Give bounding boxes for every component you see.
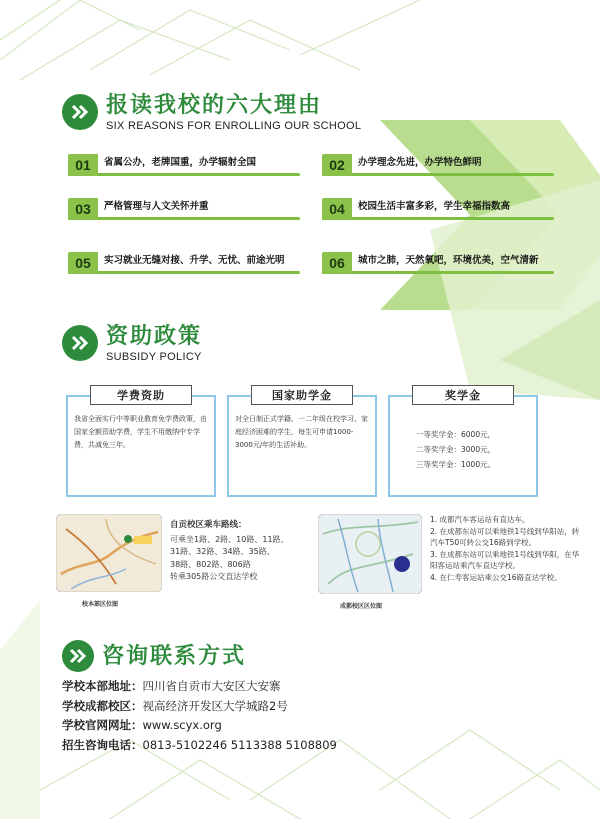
contact-phone: 0813-5102246 5113388 5108809 [142, 737, 337, 752]
double-chevron-icon [62, 94, 98, 130]
reason-bar [68, 173, 300, 176]
scholarship-first: 一等奖学金：6000元， [416, 430, 496, 439]
reason-number: 05 [68, 252, 98, 274]
reason-number: 03 [68, 198, 98, 220]
contact-row-address [62, 677, 337, 697]
reasons-title-cn: 报读我校的六大理由 [106, 92, 323, 118]
main-route-line: 31路、32路、34路、35路、 [170, 547, 275, 556]
contact-header [62, 640, 246, 672]
reason-item [322, 142, 554, 176]
reason-text: 校园生活丰富多彩，学生幸福指数高 [358, 201, 511, 212]
reason-number: 01 [68, 154, 98, 176]
chengdu-campus-routes [430, 514, 582, 583]
reason-item [68, 142, 300, 176]
national-grant-title: 国家助学金 [251, 385, 353, 405]
chengdu-route-line: 1. 成都汽车客运站有直达车。 [430, 515, 530, 524]
tuition-aid-title: 学费资助 [90, 385, 192, 405]
chengdu-route-line: 4. 在仁寿客运站乘公交16路直达学校。 [430, 572, 562, 582]
scholarship-box [388, 389, 538, 497]
scholarship-second: 二等奖学金：3000元， [416, 445, 496, 454]
reasons-header [62, 92, 361, 132]
tuition-aid-box [66, 389, 216, 497]
contact-row-chengdu [62, 697, 337, 717]
double-chevron-icon [62, 640, 94, 672]
main-campus-routes [170, 519, 289, 584]
main-campus-map-caption: 校本部区位图 [82, 601, 119, 608]
reason-bar [322, 271, 554, 274]
contact-row-website [62, 716, 337, 736]
subsidy-header [62, 323, 202, 363]
contact-label: 学校本部地址： [62, 679, 143, 693]
main-route-title: 自贡校区乘车路线： [170, 520, 247, 530]
reason-number: 02 [322, 154, 352, 176]
main-campus-map [56, 514, 162, 592]
contact-title-cn: 咨询联系方式 [102, 643, 247, 669]
website-link[interactable]: www.scyx.org [142, 718, 222, 732]
reason-text: 办学理念先进，办学特色鲜明 [358, 157, 482, 168]
reason-bar [68, 217, 300, 220]
chengdu-route-line: 2. 在成都东站可以乘地铁1号线到华阳站，转汽车T50可转公交16路到学校。 [430, 526, 580, 547]
reason-bar [322, 173, 554, 176]
reason-text: 城市之肺，天然氧吧，环境优美，空气清新 [358, 255, 539, 266]
chengdu-route-line: 3. 在成都东站可以乘地铁1号线到华阳，在华阳客运站乘汽车直达学校。 [430, 549, 580, 570]
reason-text: 省属公办，老牌国重，办学辐射全国 [104, 157, 257, 168]
scholarship-list [416, 427, 530, 472]
main-route-line: 转乘305路公交直达学校 [170, 572, 258, 581]
contact-label: 学校官网网址： [62, 718, 143, 732]
double-chevron-icon [62, 325, 98, 361]
reason-number: 04 [322, 198, 352, 220]
contact-label: 学校成都校区： [62, 698, 143, 713]
scholarship-third: 三等奖学金：1000元。 [416, 460, 496, 469]
contact-label: 招生咨询电话： [62, 737, 143, 752]
scholarship-title: 奖学金 [412, 385, 514, 405]
chengdu-campus-map [318, 514, 422, 594]
reason-item [322, 240, 554, 274]
reason-text: 实习就业无缝对接、升学、无忧、前途光明 [104, 255, 285, 266]
contact-row-phone [62, 736, 337, 756]
subsidy-title-cn: 资助政策 [106, 323, 203, 349]
reasons-title-en: SIX REASONS FOR ENROLLING OUR SCHOOL [106, 120, 362, 132]
reason-item [68, 186, 300, 220]
reason-bar [68, 271, 300, 274]
chengdu-campus-map-caption: 成都校区区位图 [340, 603, 383, 610]
tuition-aid-text: 我省全面实行中等职业教育免学费政策，由国家全额资助学费，学生不用缴纳中专学费，共减免三年。 [74, 415, 207, 449]
contact-value: 四川省自贡市大安区大安寨 [142, 679, 281, 693]
reason-text: 严格管理与人文关怀并重 [104, 201, 209, 212]
main-route-line: 38路、802路、806路 [170, 559, 251, 569]
national-grant-box [227, 389, 377, 497]
reason-item [68, 240, 300, 274]
contact-value: 视高经济开发区大学城路2号 [142, 698, 288, 713]
reason-number: 06 [322, 252, 352, 274]
national-grant-text: 对全日制正式学籍、一二年级在校学习、家庭经济困难的学生，每生可申请1000-3000元/年的生活补助。 [235, 415, 368, 449]
main-route-line: 可乘坐1路、2路、10路、11路、 [170, 534, 289, 544]
reason-bar [322, 217, 554, 220]
subsidy-title-en: SUBSIDY POLICY [106, 351, 202, 363]
reason-item [322, 186, 554, 220]
contact-info [62, 677, 337, 755]
